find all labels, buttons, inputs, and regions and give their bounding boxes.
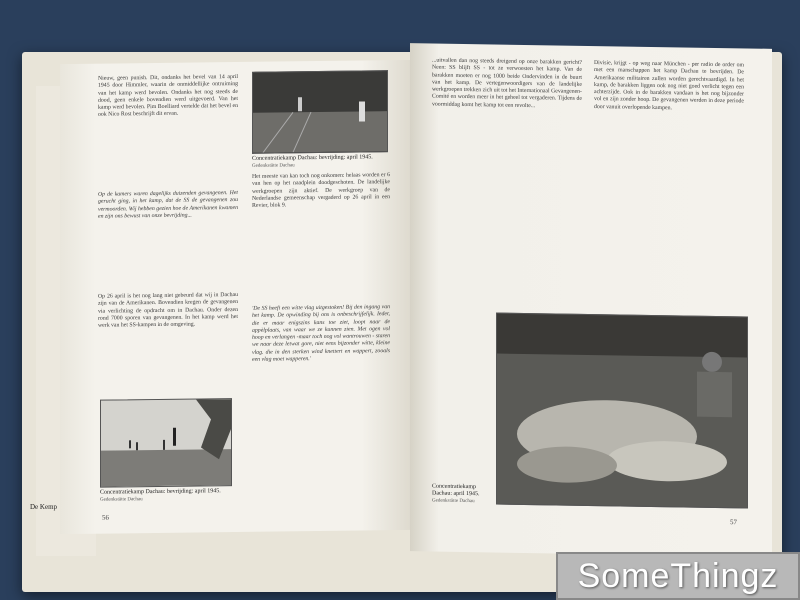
photo-camp-victims (496, 313, 748, 509)
photo1-caption: Concentratiekamp Dachau: bevrijding: april 1945. Gedenkstätte Dachau (100, 488, 221, 503)
right-page-number: 57 (730, 518, 737, 527)
watermark-logo: SomeThingz (556, 552, 800, 600)
left-col2-text: Het meeste van kan toch nog onkomen: helaas worden er 6 van hen op het naadplein doodgeschoten. De landelijke werkgroepen zijn aktief. De werkgroep van de Nederlandse gemeenschap vergaderd op 26 april in een Revier, blok 9. (252, 172, 390, 210)
left-col1-quote: Op de kamers waren dagelijks duizenden gevangenen. Het gerucht ging, in het kamp, dat de SS de gevangenen zou vermoorden. Wij hebben gezien hoe de Amerikanen kwamen en zijn ons bewust van onze bevrijding... (98, 189, 238, 220)
right-col2-text: Divisie, krijgt - op weg naar München - per radio de order om met een manschappen het kamp Dachau te bevrijden. De Amerikaanse militairen zullen worden gerechtvaardigd. In het kamp, de barakken liggen ook nog niet goed verlicht tegen een achterzijde. Ook in de barakken vandaan is het nog bijzonder vol en zijn zonder hoop. De gevangenen werden in deze periode door vanuit overlopende kampen. (594, 60, 744, 112)
under-page-caption: De Kemp (30, 503, 58, 511)
photo-gate-guards (252, 70, 388, 154)
photo-liberation-field (100, 398, 232, 488)
left-page-number: 56 (102, 513, 109, 522)
right-photo-caption: Concentratiekamp Dachau: april 1945. Gedenkstätte Dachau (432, 483, 480, 505)
right-page (410, 43, 772, 557)
photo2-caption: Concentratiekamp Dachau: bevrijding: april 1945. Gedenkstätte Dachau (252, 154, 373, 169)
right-col1-text: ...uitvallen dan nog steeds dreigend op onze barakken gericht? Neen: SS blijft SS - tot ze verwoesten het kamp. Van de barakken moeten er nog 1000 beide Ondervinden in de buurt van het kamp. De vertegenwoordigers van de landelijke werkgroepen trekken zich uit tot het Internationaal Gevangenen-Comité en worden meer in het geheel tot vergaderen. Tijdens de voormiddag komt het kamp tot een revolte... (432, 57, 582, 109)
left-col1-text: Nieuw, geen punish. Dit, ondanks het bevel van 14 april 1945 door Himmler, waarin de onmiddellijke ontruiming van het kamp werd bevolen. Ondanks het nog steeds de dood, geen enkele bovendien werd uitgevoerd. Van het kamp werd bevolen. Pim Boelliard vertelde dat het bevel en ook Nico Rost beschrijft dit ervan. (98, 73, 238, 119)
left-col1-bottom: Op 26 april is het nog lang niet gebeurd dat wij in Dachau zijn van de Amerikanen. Bovendien kregen de gevangenen via verlichting de opdracht om in Dachau. Onder dezen rond 7000 sporen van gevangenen. In het kamp werd het werk van het SS-kampen in de omgeving. (98, 291, 238, 329)
left-col2-quote: 'De SS heeft een witte vlag uitgestoken! Bij den ingang van het kamp. De opwinding bij ons is onbeschrijfelijk. Ieder, die er maar enigszins kans toe ziet, loopt naar de appèlplaats, van waar we ze kunnen zien. Met ogen vol hoop en verlangen -maar toch nog vol wantrouwen - staren we naar deze letwat gore, niet eens bijzonder witte, kleine vlag. die in den sterken wind knettert en wappert, zooals een vlag moet wapperen.' (252, 304, 390, 363)
left-page (60, 60, 415, 534)
